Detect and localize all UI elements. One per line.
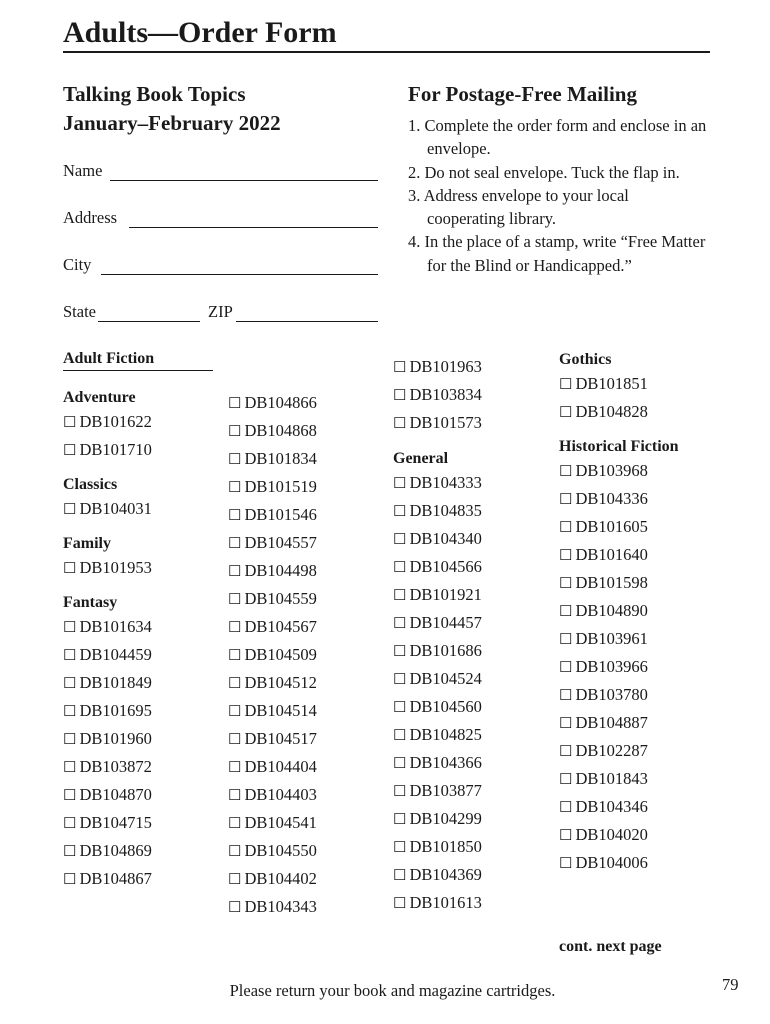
state-line[interactable] bbox=[98, 303, 200, 322]
checkbox-icon[interactable]: ☐ bbox=[228, 536, 242, 552]
classics-list bbox=[63, 495, 152, 523]
checkbox-item[interactable] bbox=[228, 417, 317, 445]
checkbox-icon[interactable]: ☐ bbox=[393, 588, 407, 604]
book-number: DB104498 bbox=[244, 561, 317, 580]
checkbox-icon[interactable]: ☐ bbox=[228, 816, 242, 832]
checkbox-icon[interactable]: ☐ bbox=[559, 492, 573, 508]
checkbox-icon[interactable]: ☐ bbox=[393, 476, 407, 492]
checkbox-icon[interactable]: ☐ bbox=[228, 760, 242, 776]
checkbox-item[interactable] bbox=[228, 837, 317, 865]
checkbox-icon[interactable]: ☐ bbox=[393, 700, 407, 716]
checkbox-item[interactable] bbox=[63, 809, 152, 837]
continued-note: cont. next page bbox=[559, 938, 662, 955]
book-number: DB104299 bbox=[409, 809, 482, 828]
category-heading: General bbox=[393, 450, 449, 467]
checkbox-item[interactable] bbox=[393, 469, 482, 497]
checkbox-item[interactable] bbox=[393, 353, 482, 381]
checkbox-item[interactable] bbox=[63, 495, 152, 523]
checkbox-item[interactable] bbox=[228, 389, 317, 417]
book-number: DB104866 bbox=[244, 393, 317, 412]
book-number: DB103834 bbox=[409, 385, 482, 404]
checkbox-item[interactable] bbox=[393, 525, 482, 553]
mailing-step: 1. Complete the order form and enclose in an envelope. bbox=[408, 116, 707, 159]
book-number: DB103877 bbox=[409, 781, 482, 800]
checkbox-item[interactable] bbox=[228, 669, 317, 697]
checkbox-item[interactable] bbox=[393, 693, 482, 721]
footer-note: Please return your book and magazine cartridges. bbox=[229, 981, 556, 1000]
book-number: DB101695 bbox=[79, 701, 152, 720]
category-heading: Historical Fiction bbox=[559, 438, 679, 455]
book-number: DB101622 bbox=[79, 412, 152, 431]
checkbox-icon[interactable]: ☐ bbox=[393, 812, 407, 828]
book-number: DB104887 bbox=[575, 713, 648, 732]
book-number: DB104550 bbox=[244, 841, 317, 860]
checkbox-item[interactable] bbox=[559, 681, 679, 709]
category-heading: Classics bbox=[63, 476, 118, 493]
address-fields bbox=[63, 157, 378, 322]
checkbox-icon[interactable]: ☐ bbox=[393, 756, 407, 772]
book-number: DB103968 bbox=[575, 461, 648, 480]
mailing-step: 4. In the place of a stamp, write “Free Matter for the Blind or Handicapped.” bbox=[408, 232, 706, 275]
checkbox-item[interactable] bbox=[559, 370, 679, 398]
book-number: DB104457 bbox=[409, 613, 482, 632]
book-number: DB101634 bbox=[79, 617, 152, 636]
checkbox-icon[interactable]: ☐ bbox=[228, 676, 242, 692]
book-number: DB104404 bbox=[244, 757, 317, 776]
book-number: DB104517 bbox=[244, 729, 317, 748]
checkbox-item[interactable] bbox=[63, 865, 152, 893]
checkbox-icon[interactable]: ☐ bbox=[63, 648, 77, 664]
checkbox-icon[interactable]: ☐ bbox=[63, 872, 77, 888]
checkbox-icon[interactable]: ☐ bbox=[559, 772, 573, 788]
fantasy-list-continued bbox=[228, 389, 317, 921]
name-field[interactable] bbox=[63, 157, 378, 181]
column-1 bbox=[63, 388, 152, 893]
checkbox-item[interactable] bbox=[393, 409, 482, 437]
book-number: DB101519 bbox=[244, 477, 317, 496]
checkbox-icon[interactable]: ☐ bbox=[559, 632, 573, 648]
checkbox-item[interactable] bbox=[559, 849, 679, 877]
checkbox-icon[interactable]: ☐ bbox=[63, 760, 77, 776]
checkbox-item[interactable] bbox=[559, 709, 679, 737]
checkbox-item[interactable] bbox=[228, 445, 317, 473]
checkbox-item[interactable] bbox=[63, 669, 152, 697]
zip-label: ZIP bbox=[208, 302, 233, 321]
book-number: DB104524 bbox=[409, 669, 482, 688]
name-line[interactable] bbox=[110, 162, 378, 181]
adventure-list bbox=[63, 408, 152, 464]
book-number: DB104514 bbox=[244, 701, 317, 720]
book-number: DB101850 bbox=[409, 837, 482, 856]
gothics-list bbox=[559, 370, 679, 426]
checkbox-item[interactable] bbox=[393, 665, 482, 693]
book-number: DB101921 bbox=[409, 585, 482, 604]
checkbox-icon[interactable]: ☐ bbox=[228, 452, 242, 468]
checkbox-item[interactable] bbox=[228, 725, 317, 753]
checkbox-icon[interactable]: ☐ bbox=[559, 405, 573, 421]
book-number: DB104366 bbox=[409, 753, 482, 772]
city-label: City bbox=[63, 255, 92, 274]
book-number: DB104890 bbox=[575, 601, 648, 620]
address-label: Address bbox=[63, 208, 118, 227]
checkbox-item[interactable] bbox=[393, 381, 482, 409]
book-number: DB104867 bbox=[79, 869, 152, 888]
checkbox-item[interactable] bbox=[63, 613, 152, 641]
book-number: DB104006 bbox=[575, 853, 648, 872]
book-number: DB104559 bbox=[244, 589, 317, 608]
checkbox-icon[interactable]: ☐ bbox=[63, 443, 77, 459]
checkbox-item[interactable] bbox=[63, 554, 152, 582]
checkbox-icon[interactable]: ☐ bbox=[228, 648, 242, 664]
book-number: DB102287 bbox=[575, 741, 648, 760]
checkbox-item[interactable] bbox=[559, 485, 679, 513]
book-number: DB101573 bbox=[409, 413, 482, 432]
checkbox-item[interactable] bbox=[393, 777, 482, 805]
book-number: DB104828 bbox=[575, 402, 648, 421]
checkbox-item[interactable] bbox=[559, 398, 679, 426]
city-line[interactable] bbox=[101, 256, 378, 275]
state-label: State bbox=[63, 302, 96, 321]
state-zip-field[interactable] bbox=[63, 275, 378, 322]
checkbox-icon[interactable]: ☐ bbox=[393, 388, 407, 404]
checkbox-item[interactable] bbox=[393, 749, 482, 777]
book-number: DB103966 bbox=[575, 657, 648, 676]
checkbox-icon[interactable]: ☐ bbox=[393, 784, 407, 800]
book-number: DB101849 bbox=[79, 673, 152, 692]
mailing-heading-text: For Postage-Free Mailing bbox=[408, 82, 637, 106]
checkbox-icon[interactable]: ☐ bbox=[559, 604, 573, 620]
checkbox-icon[interactable]: ☐ bbox=[228, 508, 242, 524]
checkbox-item[interactable] bbox=[63, 436, 152, 464]
page-number: 79 bbox=[722, 975, 739, 994]
zip-line[interactable] bbox=[236, 303, 378, 322]
checkbox-icon[interactable]: ☐ bbox=[559, 377, 573, 393]
category-heading: Fantasy bbox=[63, 594, 118, 611]
book-number: DB101960 bbox=[79, 729, 152, 748]
book-number: DB104868 bbox=[244, 421, 317, 440]
checkbox-icon[interactable]: ☐ bbox=[63, 502, 77, 518]
checkbox-icon[interactable]: ☐ bbox=[559, 828, 573, 844]
publication-issue: January–February 2022 bbox=[63, 111, 281, 135]
book-number: DB101640 bbox=[575, 545, 648, 564]
book-number: DB104870 bbox=[79, 785, 152, 804]
book-number: DB104343 bbox=[244, 897, 317, 916]
checkbox-item[interactable] bbox=[228, 781, 317, 809]
book-number: DB104336 bbox=[575, 489, 648, 508]
checkbox-item[interactable] bbox=[559, 653, 679, 681]
checkbox-icon[interactable]: ☐ bbox=[63, 732, 77, 748]
checkbox-item[interactable] bbox=[393, 637, 482, 665]
column-2 bbox=[228, 389, 317, 921]
checkbox-icon[interactable]: ☐ bbox=[559, 688, 573, 704]
checkbox-icon[interactable]: ☐ bbox=[393, 616, 407, 632]
checkbox-item[interactable] bbox=[63, 408, 152, 436]
book-number: DB104031 bbox=[79, 499, 152, 518]
checkbox-icon[interactable]: ☐ bbox=[393, 840, 407, 856]
checkbox-item[interactable] bbox=[63, 725, 152, 753]
city-field[interactable] bbox=[63, 228, 378, 275]
checkbox-item[interactable] bbox=[559, 737, 679, 765]
checkbox-icon[interactable]: ☐ bbox=[63, 415, 77, 431]
general-list bbox=[393, 469, 482, 917]
book-number: DB101851 bbox=[575, 374, 648, 393]
checkbox-item[interactable] bbox=[63, 837, 152, 865]
checkbox-item[interactable] bbox=[393, 553, 482, 581]
checkbox-icon[interactable]: ☐ bbox=[559, 800, 573, 816]
checkbox-item[interactable] bbox=[228, 613, 317, 641]
book-number: DB101613 bbox=[409, 893, 482, 912]
checkbox-item[interactable] bbox=[559, 793, 679, 821]
checkbox-icon[interactable]: ☐ bbox=[393, 532, 407, 548]
checkbox-icon[interactable]: ☐ bbox=[393, 360, 407, 376]
checkbox-item[interactable] bbox=[393, 833, 482, 861]
fantasy-list bbox=[63, 613, 152, 893]
book-number: DB104825 bbox=[409, 725, 482, 744]
mailing-heading bbox=[408, 80, 637, 109]
checkbox-icon[interactable]: ☐ bbox=[63, 788, 77, 804]
checkbox-item[interactable] bbox=[559, 513, 679, 541]
checkbox-item[interactable] bbox=[228, 585, 317, 613]
checkbox-icon[interactable]: ☐ bbox=[228, 620, 242, 636]
checkbox-item[interactable] bbox=[393, 861, 482, 889]
category-heading: Gothics bbox=[559, 351, 612, 368]
publication-header bbox=[63, 80, 281, 138]
book-number: DB104567 bbox=[244, 617, 317, 636]
name-label: Name bbox=[63, 161, 103, 180]
checkbox-item[interactable] bbox=[228, 893, 317, 921]
checkbox-icon[interactable]: ☐ bbox=[228, 844, 242, 860]
book-number: DB101843 bbox=[575, 769, 648, 788]
historical-fiction-list bbox=[559, 457, 679, 877]
book-number: DB104715 bbox=[79, 813, 152, 832]
checkbox-item[interactable] bbox=[228, 473, 317, 501]
checkbox-icon[interactable]: ☐ bbox=[393, 644, 407, 660]
checkbox-icon[interactable]: ☐ bbox=[559, 744, 573, 760]
book-number: DB101710 bbox=[79, 440, 152, 459]
category-heading: Adventure bbox=[63, 389, 136, 406]
checkbox-item[interactable] bbox=[63, 753, 152, 781]
book-number: DB103780 bbox=[575, 685, 648, 704]
checkbox-icon[interactable]: ☐ bbox=[559, 660, 573, 676]
checkbox-item[interactable] bbox=[559, 765, 679, 793]
book-number: DB104560 bbox=[409, 697, 482, 716]
checkbox-item[interactable] bbox=[63, 641, 152, 669]
checkbox-item[interactable] bbox=[393, 609, 482, 637]
book-number: DB104403 bbox=[244, 785, 317, 804]
checkbox-item[interactable] bbox=[228, 865, 317, 893]
book-number: DB101834 bbox=[244, 449, 317, 468]
checkbox-item[interactable] bbox=[393, 721, 482, 749]
checkbox-icon[interactable]: ☐ bbox=[228, 564, 242, 580]
checkbox-item[interactable] bbox=[228, 809, 317, 837]
family-list bbox=[63, 554, 152, 582]
checkbox-icon[interactable]: ☐ bbox=[393, 560, 407, 576]
checkbox-item[interactable] bbox=[559, 625, 679, 653]
checkbox-icon[interactable]: ☐ bbox=[63, 816, 77, 832]
mailing-step: 3. Address envelope to your local cooperating library. bbox=[408, 185, 629, 229]
book-number: DB104541 bbox=[244, 813, 317, 832]
book-number: DB104346 bbox=[575, 797, 648, 816]
book-number: DB101598 bbox=[575, 573, 648, 592]
book-number: DB104566 bbox=[409, 557, 482, 576]
checkbox-icon[interactable]: ☐ bbox=[63, 620, 77, 636]
book-number: DB101605 bbox=[575, 517, 648, 536]
book-number: DB104020 bbox=[575, 825, 648, 844]
checkbox-icon[interactable]: ☐ bbox=[393, 504, 407, 520]
checkbox-icon[interactable]: ☐ bbox=[63, 704, 77, 720]
mailing-step: 2. Do not seal envelope. Tuck the flap in. bbox=[408, 162, 680, 182]
book-number: DB104402 bbox=[244, 869, 317, 888]
checkbox-item[interactable] bbox=[228, 753, 317, 781]
address-line[interactable] bbox=[129, 209, 378, 228]
book-number: DB104459 bbox=[79, 645, 152, 664]
page-title: Adults—Order Form bbox=[63, 16, 710, 53]
checkbox-item[interactable] bbox=[393, 805, 482, 833]
checkbox-icon[interactable]: ☐ bbox=[228, 592, 242, 608]
checkbox-item[interactable] bbox=[228, 529, 317, 557]
section-title: Adult Fiction bbox=[63, 350, 213, 371]
checkbox-icon[interactable]: ☐ bbox=[559, 716, 573, 732]
checkbox-item[interactable] bbox=[393, 581, 482, 609]
fantasy-list-continued bbox=[393, 353, 482, 437]
checkbox-icon[interactable]: ☐ bbox=[228, 872, 242, 888]
column-3 bbox=[393, 353, 482, 917]
checkbox-icon[interactable]: ☐ bbox=[559, 520, 573, 536]
publication-title: Talking Book Topics bbox=[63, 82, 246, 106]
book-number: DB104369 bbox=[409, 865, 482, 884]
checkbox-icon[interactable]: ☐ bbox=[393, 728, 407, 744]
checkbox-icon[interactable]: ☐ bbox=[228, 900, 242, 916]
address-field[interactable] bbox=[63, 181, 378, 228]
checkbox-icon[interactable]: ☐ bbox=[559, 576, 573, 592]
checkbox-icon[interactable]: ☐ bbox=[393, 868, 407, 884]
mailing-steps bbox=[408, 114, 708, 277]
checkbox-item[interactable] bbox=[228, 557, 317, 585]
checkbox-icon[interactable]: ☐ bbox=[228, 480, 242, 496]
book-number: DB104512 bbox=[244, 673, 317, 692]
checkbox-icon[interactable]: ☐ bbox=[559, 464, 573, 480]
book-number: DB103872 bbox=[79, 757, 152, 776]
checkbox-item[interactable] bbox=[63, 781, 152, 809]
category-heading: Family bbox=[63, 535, 111, 552]
checkbox-item[interactable] bbox=[228, 641, 317, 669]
book-number: DB104340 bbox=[409, 529, 482, 548]
book-number: DB104835 bbox=[409, 501, 482, 520]
checkbox-icon[interactable]: ☐ bbox=[559, 548, 573, 564]
checkbox-item[interactable] bbox=[393, 889, 482, 917]
checkbox-icon[interactable]: ☐ bbox=[228, 704, 242, 720]
checkbox-item[interactable] bbox=[228, 501, 317, 529]
book-number: DB101546 bbox=[244, 505, 317, 524]
checkbox-icon[interactable]: ☐ bbox=[228, 732, 242, 748]
book-number: DB101963 bbox=[409, 357, 482, 376]
checkbox-icon[interactable]: ☐ bbox=[63, 561, 77, 577]
checkbox-icon[interactable]: ☐ bbox=[228, 424, 242, 440]
book-number: DB104869 bbox=[79, 841, 152, 860]
book-number: DB104333 bbox=[409, 473, 482, 492]
book-number: DB104557 bbox=[244, 533, 317, 552]
checkbox-item[interactable] bbox=[393, 497, 482, 525]
book-number: DB101953 bbox=[79, 558, 152, 577]
book-number: DB101686 bbox=[409, 641, 482, 660]
checkbox-icon[interactable]: ☐ bbox=[393, 896, 407, 912]
checkbox-icon[interactable]: ☐ bbox=[559, 856, 573, 872]
checkbox-icon[interactable]: ☐ bbox=[393, 672, 407, 688]
book-number: DB104509 bbox=[244, 645, 317, 664]
column-4 bbox=[559, 350, 679, 877]
checkbox-icon[interactable]: ☐ bbox=[228, 788, 242, 804]
checkbox-item[interactable] bbox=[63, 697, 152, 725]
checkbox-item[interactable] bbox=[559, 597, 679, 625]
checkbox-icon[interactable]: ☐ bbox=[63, 844, 77, 860]
checkbox-item[interactable] bbox=[559, 569, 679, 597]
checkbox-icon[interactable]: ☐ bbox=[228, 396, 242, 412]
checkbox-item[interactable] bbox=[559, 457, 679, 485]
checkbox-item[interactable] bbox=[559, 821, 679, 849]
checkbox-icon[interactable]: ☐ bbox=[393, 416, 407, 432]
checkbox-item[interactable] bbox=[559, 541, 679, 569]
book-number: DB103961 bbox=[575, 629, 648, 648]
checkbox-icon[interactable]: ☐ bbox=[63, 676, 77, 692]
checkbox-item[interactable] bbox=[228, 697, 317, 725]
